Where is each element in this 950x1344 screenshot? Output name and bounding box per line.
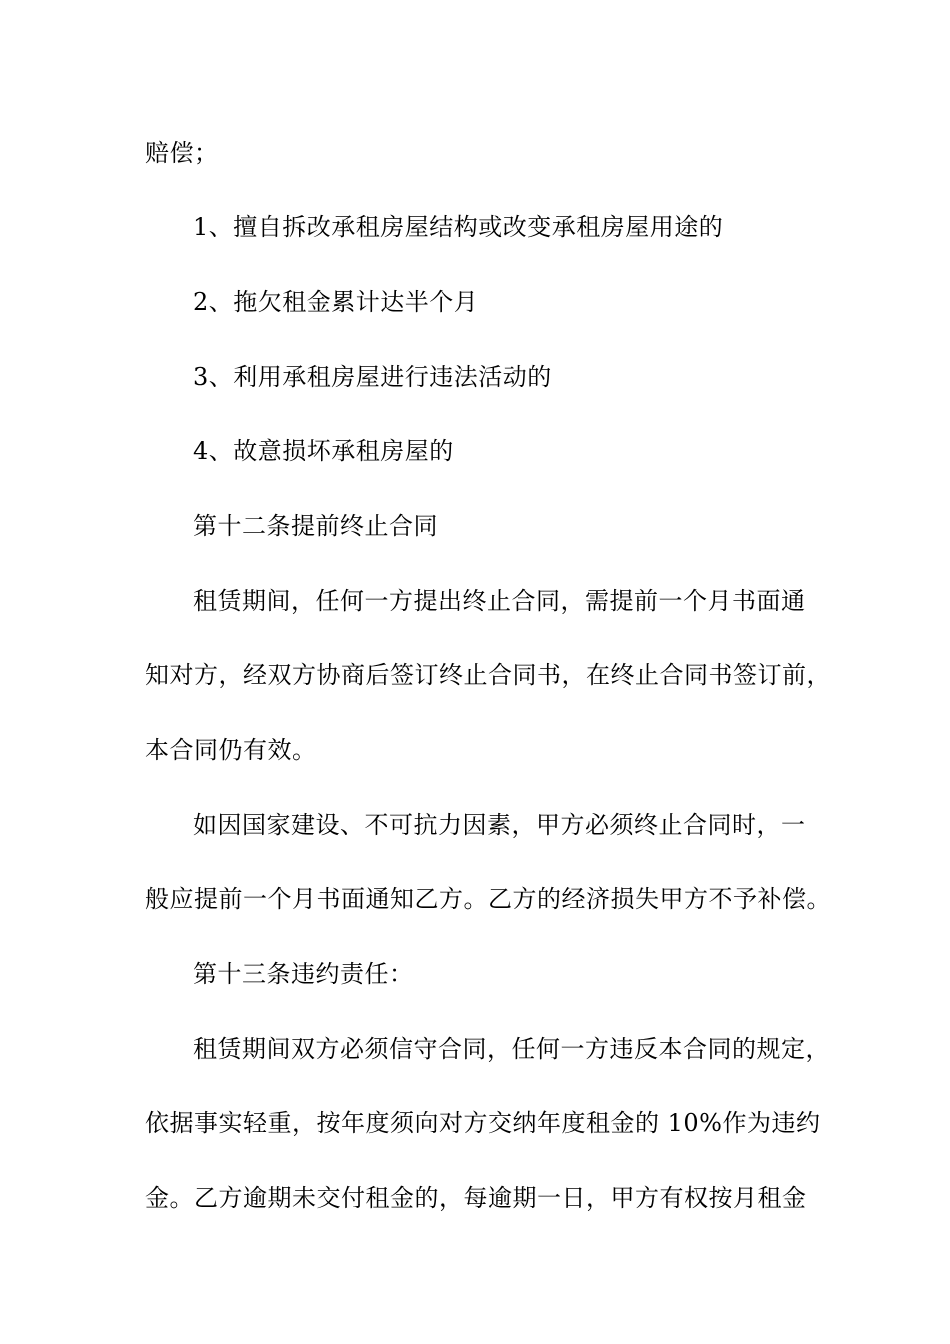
paragraph-line: 租赁期间，任何一方提出终止合同，需提前一个月书面通: [193, 587, 806, 615]
paragraph-line: 知对方，经双方协商后签订终止合同书，在终止合同书签订前，: [145, 661, 831, 689]
paragraph-line: 赔偿；: [145, 139, 219, 167]
list-item: 4、故意损坏承租房屋的: [193, 437, 454, 465]
section-heading: 第十二条提前终止合同: [193, 512, 438, 540]
list-item: 1、擅自拆改承租房屋结构或改变承租房屋用途的: [193, 213, 724, 241]
paragraph-line: 本合同仍有效。: [145, 736, 317, 764]
paragraph-line: 金。乙方逾期未交付租金的，每逾期一日，甲方有权按月租金: [145, 1184, 807, 1212]
list-item: 3、利用承租房屋进行违法活动的: [193, 363, 552, 391]
paragraph-line: 依据事实轻重，按年度须向对方交纳年度租金的 10%作为违约: [145, 1109, 821, 1137]
section-heading: 第十三条违约责任：: [193, 960, 414, 988]
paragraph-line: 如因国家建设、不可抗力因素，甲方必须终止合同时，一: [193, 811, 806, 839]
list-item: 2、拖欠租金累计达半个月: [193, 288, 479, 316]
paragraph-line: 般应提前一个月书面通知乙方。乙方的经济损失甲方不予补偿。: [145, 885, 831, 913]
paragraph-line: 租赁期间双方必须信守合同，任何一方违反本合同的规定，: [193, 1035, 830, 1063]
